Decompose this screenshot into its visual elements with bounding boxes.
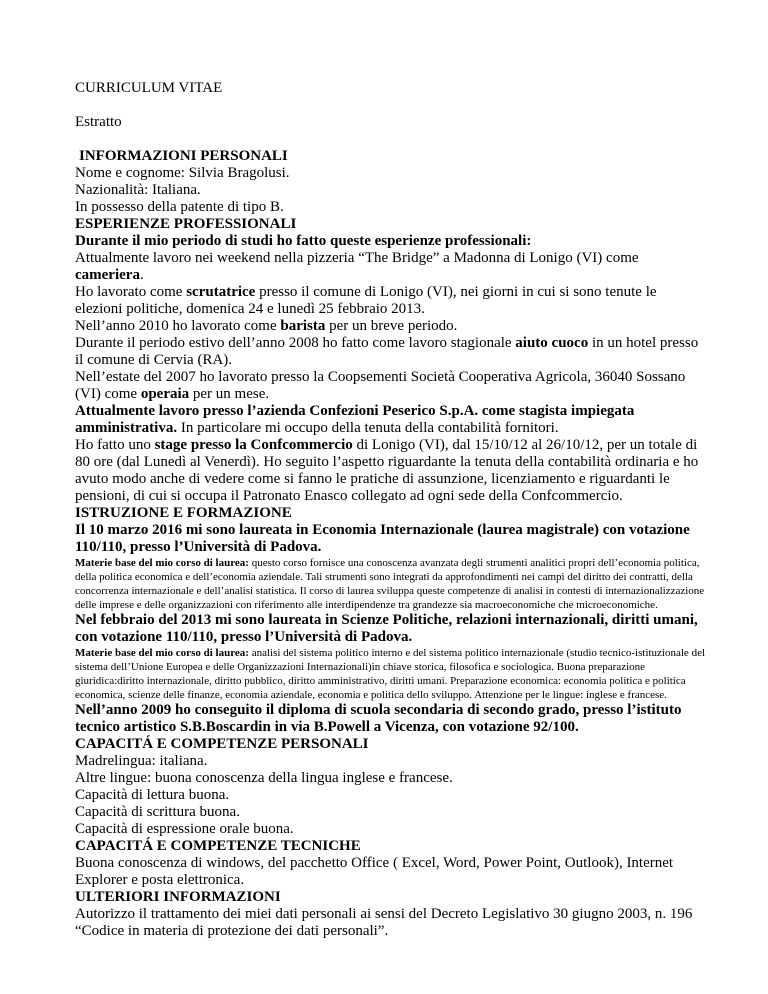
experience-item: Ho lavorato come scrutatrice presso il comune di Lonigo (VI), nei giorni in cui si sono tenute le elezioni politiche, domenica 24 e lunedì 25 febbraio 2013.	[75, 284, 657, 317]
personal-license: In possesso della patente di tipo B.	[75, 199, 284, 215]
skill-reading: Capacità di lettura buona.	[75, 787, 230, 803]
experience-item: Durante il periodo estivo dell’anno 2008 ho fatto come lavoro stagionale aiuto cuoco in un hotel presso il comune di Cervia (RA).	[75, 335, 699, 368]
tech-skills-text: Buona conoscenza di windows, del pacchetto Office ( Excel, Word, Power Point, Outlook), Internet Explorer e posta elettronica.	[75, 855, 674, 888]
experience-item: Ho fatto uno stage presso la Confcommercio di Lonigo (VI), dal 15/10/12 al 26/10/12, per un totale di 80 ore (dal Lunedì al Venerdì). Ho seguito l’aspetto riguardante la tenuta della contabilità ordinaria e ho avuto modo anche di vedere come si fanno le pratiche di assunzione, licenziamento e riguardanti le pensioni, di cui si occupa il Patronato Enasco collegato ad ogni sede della Confcommercio.	[75, 437, 699, 504]
experience-intro: Durante il mio periodo di studi ho fatto queste esperienze professionali:	[75, 233, 532, 249]
education-degree-description: Materie base del mio corso di laurea: analisi del sistema politico interno e del sistema politico internazionale (studio tecnico-istituzionale del sistema dell’Unione Europea e delle Organizzazioni Internazionali)in chiave storica, filosofica e sociologica. Buona preparazione giuridica:diritto internazionale, diritto pubblico, diritto amministrativo, diritti umani. Preparazione economica: economia politica e politica economica, scienze delle finanze, economia aziendale, economia e politica dello sviluppo. Attenzione per le lingue: inglese e francese.	[75, 647, 706, 701]
document-title: CURRICULUM VITAE	[75, 80, 223, 96]
experience-item: Nell’estate del 2007 ho lavorato presso la Coopsementi Società Cooperativa Agricola, 36040 Sossano (VI) come operaia per un mese.	[75, 369, 686, 402]
cv-document	[75, 80, 705, 940]
education-degree-magistrale: Il 10 marzo 2016 mi sono laureata in Economia Internazionale (laurea magistrale) con votazione 110/110, presso l’Università di Padova.	[75, 522, 690, 555]
section-heading-experience: ESPERIENZE PROFESSIONALI	[75, 216, 297, 232]
experience-item: Attualmente lavoro presso l’azienda Confezioni Peserico S.p.A. come stagista impiegata amministrativa. In particolare mi occupo della tenuta della contabilità fornitori.	[75, 403, 635, 436]
skill-mother-tongue: Madrelingua: italiana.	[75, 753, 208, 769]
education-degree-triennale: Nel febbraio del 2013 mi sono laureata in Scienze Politiche, relazioni internazionali, diritti umani, con votazione 110/110, presso l’Università di Padova.	[75, 612, 698, 645]
section-heading-tech-skills: CAPACITÁ E COMPETENZE TECNICHE	[75, 838, 361, 854]
document-subtitle: Estratto	[75, 114, 122, 130]
experience-item: Nell’anno 2010 ho lavorato come barista per un breve periodo.	[75, 318, 458, 334]
section-heading-personal: INFORMAZIONI PERSONALI	[79, 148, 288, 164]
section-heading-personal-skills: CAPACITÁ E COMPETENZE PERSONALI	[75, 736, 369, 752]
personal-name: Nome e cognome: Silvia Bragolusi.	[75, 165, 290, 181]
education-degree-description: Materie base del mio corso di laurea: questo corso fornisce una conoscenza avanzata degli strumenti analitici propri dell’economia politica, della politica economica e dell’economia aziendale. Tali strumenti sono integrati da approfondimenti nei campi del diritto dei contratti, della concorrenza internazionale e dell’analisi statistica. Il corso di laurea sviluppa queste competenze di analisi in contesti di internazionalizzazione delle imprese e delle organizzazioni con riferimento alle interdipendenze tra grandezze sia macroeconomiche che microeconomiche.	[75, 557, 705, 611]
further-info-text: Autorizzo il trattamento dei miei dati personali ai sensi del Decreto Legislativo 30 giugno 2003, n. 196 “Codice in materia di protezione dei dati personali”.	[75, 906, 693, 939]
education-diploma: Nell’anno 2009 ho conseguito il diploma di scuola secondaria di secondo grado, presso l’istituto tecnico artistico S.B.Boscardin in via B.Powell a Vicenza, con votazione 92/100.	[75, 702, 682, 735]
skill-oral: Capacità di espressione orale buona.	[75, 821, 294, 837]
experience-item: Attualmente lavoro nei weekend nella pizzeria “The Bridge” a Madonna di Lonigo (VI) come cameriera.	[75, 250, 639, 283]
skill-other-languages: Altre lingue: buona conoscenza della lingua inglese e francese.	[75, 770, 453, 786]
personal-nationality: Nazionalità: Italiana.	[75, 182, 201, 198]
section-heading-further-info: ULTERIORI INFORMAZIONI	[75, 889, 281, 905]
section-heading-education: ISTRUZIONE E FORMAZIONE	[75, 505, 292, 521]
skill-writing: Capacità di scrittura buona.	[75, 804, 240, 820]
